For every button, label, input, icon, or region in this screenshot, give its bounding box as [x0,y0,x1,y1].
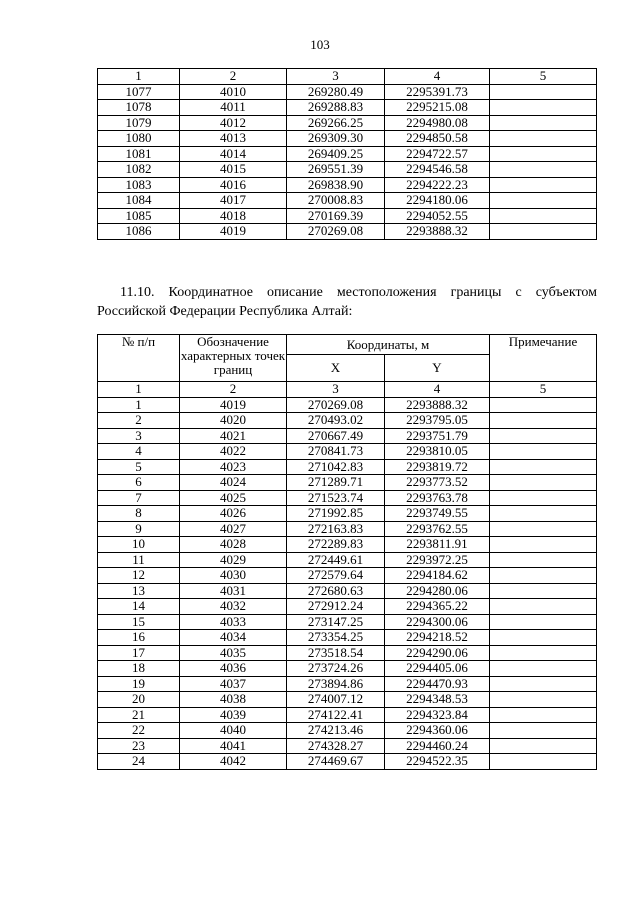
column-number-cell: 4 [385,382,490,398]
table-row [98,162,597,178]
table-cell: 2293888.32 [385,397,490,413]
table-cell: 272680.63 [287,583,385,599]
table-row [98,583,597,599]
table-cell: 13 [98,583,180,599]
table-row [98,84,597,100]
table-cell: 2294323.84 [385,707,490,723]
table-cell: 271523.74 [287,490,385,506]
table-cell: 4025 [180,490,287,506]
table-cell: 269409.25 [287,146,385,162]
table-cell: 273894.86 [287,676,385,692]
table-cell: 4018 [180,208,287,224]
table-cell [490,162,597,178]
table-cell: 273724.26 [287,661,385,677]
table-row [98,146,597,162]
table-cell: 2294222.23 [385,177,490,193]
table-row [98,707,597,723]
table-cell: 271289.71 [287,475,385,491]
column-number-cell: 1 [98,69,180,85]
table-cell: 2 [98,413,180,429]
table1-body [98,69,597,240]
table-cell: 12 [98,568,180,584]
table-cell: 1 [98,397,180,413]
table-cell: 19 [98,676,180,692]
table-cell: 10 [98,537,180,553]
table-cell [490,692,597,708]
column-number-cell: 5 [490,382,597,398]
table-cell [490,193,597,209]
table-cell [490,568,597,584]
table-cell: 4029 [180,552,287,568]
table-cell [490,723,597,739]
table-cell: 4031 [180,583,287,599]
table-cell: 1078 [98,100,180,116]
table-cell: 4036 [180,661,287,677]
table-cell [490,146,597,162]
table-cell [490,738,597,754]
table-cell: 1077 [98,84,180,100]
table-cell [490,177,597,193]
table-cell [490,131,597,147]
header-num: № п/п [98,335,180,382]
column-number-row [98,69,597,85]
table-cell: 2294280.06 [385,583,490,599]
table-cell [490,115,597,131]
table-cell: 4032 [180,599,287,615]
column-number-cell: 2 [180,69,287,85]
table-cell [490,552,597,568]
table-cell: 6 [98,475,180,491]
table-cell: 18 [98,661,180,677]
table-cell: 272912.24 [287,599,385,615]
header-x: X [287,355,385,382]
table-row [98,599,597,615]
table-row [98,131,597,147]
table-cell [490,537,597,553]
table-cell [490,661,597,677]
table-cell: 272579.64 [287,568,385,584]
table-cell: 7 [98,490,180,506]
table-cell: 2294184.62 [385,568,490,584]
table-cell: 4 [98,444,180,460]
table-cell: 4035 [180,645,287,661]
table-cell: 2294218.52 [385,630,490,646]
table-cell: 9 [98,521,180,537]
column-number-row [98,382,597,398]
table-row [98,115,597,131]
table-cell [490,397,597,413]
table-cell: 1079 [98,115,180,131]
table-cell: 271042.83 [287,459,385,475]
table-cell [490,490,597,506]
table-cell: 2294290.06 [385,645,490,661]
table-cell: 20 [98,692,180,708]
table-cell: 272289.83 [287,537,385,553]
header-designation: Обозначение характерных точек границ [180,335,287,382]
column-number-cell: 4 [385,69,490,85]
table-cell: 5 [98,459,180,475]
table-row [98,552,597,568]
table-cell: 269280.49 [287,84,385,100]
table-cell: 1086 [98,224,180,240]
table-cell: 4011 [180,100,287,116]
table-cell: 2294522.35 [385,754,490,770]
table-cell: 17 [98,645,180,661]
table-cell: 4012 [180,115,287,131]
table-cell: 2294980.08 [385,115,490,131]
table-cell: 2293888.32 [385,224,490,240]
section-paragraph: 11.10. Координатное описание местоположения границы с субъектом Российской Федерации Республика Алтай: [97,285,597,319]
table-cell: 274469.67 [287,754,385,770]
table-cell: 2294360.06 [385,723,490,739]
table-cell: 4042 [180,754,287,770]
table-cell: 4030 [180,568,287,584]
table-row [98,692,597,708]
table-cell [490,645,597,661]
table-cell: 1084 [98,193,180,209]
table-row [98,738,597,754]
table-cell: 4014 [180,146,287,162]
table-row [98,645,597,661]
table-cell: 2294546.58 [385,162,490,178]
table-row [98,676,597,692]
table-cell: 4038 [180,692,287,708]
table-cell: 16 [98,630,180,646]
table-cell: 4037 [180,676,287,692]
column-number-cell: 5 [490,69,597,85]
table-row [98,661,597,677]
table-cell: 270667.49 [287,428,385,444]
table-cell: 2293811.91 [385,537,490,553]
table-cell: 272163.83 [287,521,385,537]
table-cell [490,208,597,224]
table-cell: 1085 [98,208,180,224]
table-cell: 4034 [180,630,287,646]
table-cell: 270269.08 [287,397,385,413]
table-cell: 4040 [180,723,287,739]
table-cell [490,754,597,770]
table-cell: 4022 [180,444,287,460]
table-cell: 1080 [98,131,180,147]
table-cell: 11 [98,552,180,568]
table-cell: 2293810.05 [385,444,490,460]
table-cell: 4021 [180,428,287,444]
table-cell: 4027 [180,521,287,537]
table-cell: 4020 [180,413,287,429]
table-cell [490,413,597,429]
table-cell: 8 [98,506,180,522]
table-row [98,614,597,630]
coordinates-table-continued [97,68,597,240]
table-cell [490,599,597,615]
table-cell: 269309.30 [287,131,385,147]
table-cell: 2294052.55 [385,208,490,224]
table-cell: 1083 [98,177,180,193]
table-cell: 2294348.53 [385,692,490,708]
table-cell: 269838.90 [287,177,385,193]
table-cell: 2293763.78 [385,490,490,506]
table-row [98,413,597,429]
table-cell: 2293972.25 [385,552,490,568]
table-row [98,193,597,209]
table-cell: 14 [98,599,180,615]
header-y: Y [385,355,490,382]
table-cell: 22 [98,723,180,739]
table-row [98,754,597,770]
table-row [98,475,597,491]
page-number: 103 [310,37,330,52]
table-cell [490,521,597,537]
table-row [98,568,597,584]
table-cell: 2293819.72 [385,459,490,475]
table-row [98,521,597,537]
table-cell: 2293751.79 [385,428,490,444]
table-cell: 270841.73 [287,444,385,460]
table-cell [490,707,597,723]
table-row [98,537,597,553]
table-cell: 4017 [180,193,287,209]
table-cell: 273518.54 [287,645,385,661]
table-cell: 273147.25 [287,614,385,630]
table-cell: 269551.39 [287,162,385,178]
table-row [98,100,597,116]
table-cell: 4010 [180,84,287,100]
table-cell [490,224,597,240]
table-cell [490,676,597,692]
table-cell [490,444,597,460]
table-cell: 4016 [180,177,287,193]
table-cell: 270269.08 [287,224,385,240]
table-cell: 2295215.08 [385,100,490,116]
table-row [98,224,597,240]
table-cell: 271992.85 [287,506,385,522]
table-cell: 2294180.06 [385,193,490,209]
table-cell: 2294850.58 [385,131,490,147]
altai-border-coordinates-table [97,334,597,770]
column-number-cell: 2 [180,382,287,398]
table-row [98,490,597,506]
table-row [98,444,597,460]
table-row [98,208,597,224]
table-cell: 2295391.73 [385,84,490,100]
table-cell: 2294722.57 [385,146,490,162]
table-row [98,723,597,739]
table-cell [490,583,597,599]
table-cell: 4033 [180,614,287,630]
table-cell: 2293773.52 [385,475,490,491]
table-row [98,428,597,444]
table-cell: 4023 [180,459,287,475]
table-cell: 2294470.93 [385,676,490,692]
table-cell [490,630,597,646]
table-cell [490,84,597,100]
table-cell: 270169.39 [287,208,385,224]
table-cell: 4013 [180,131,287,147]
table-cell: 4019 [180,397,287,413]
table-cell: 4019 [180,224,287,240]
table-cell: 21 [98,707,180,723]
table-row [98,177,597,193]
table-cell: 4015 [180,162,287,178]
table-cell: 2294460.24 [385,738,490,754]
table-cell: 274122.41 [287,707,385,723]
table-cell [490,506,597,522]
table-cell: 1082 [98,162,180,178]
table-cell: 274213.46 [287,723,385,739]
table-cell: 4039 [180,707,287,723]
table-cell: 270008.83 [287,193,385,209]
table-cell: 269266.25 [287,115,385,131]
table-row [98,397,597,413]
table-cell: 272449.61 [287,552,385,568]
table-cell: 2294405.06 [385,661,490,677]
table-cell: 2294300.06 [385,614,490,630]
table-cell [490,475,597,491]
table-cell: 4024 [180,475,287,491]
table2-body [98,382,597,770]
table-cell [490,100,597,116]
table2-header [98,335,597,382]
table-cell [490,459,597,475]
table-cell: 274007.12 [287,692,385,708]
table-cell: 2293762.55 [385,521,490,537]
table-cell: 24 [98,754,180,770]
column-number-cell: 3 [287,382,385,398]
table-cell: 273354.25 [287,630,385,646]
header-note: Примечание [490,335,597,382]
table-cell: 4026 [180,506,287,522]
table-cell: 4041 [180,738,287,754]
table-cell: 274328.27 [287,738,385,754]
table-cell [490,428,597,444]
table-cell: 269288.83 [287,100,385,116]
header-coordinates: Координаты, м [287,335,490,355]
table-cell: 270493.02 [287,413,385,429]
table-cell: 15 [98,614,180,630]
table-cell: 23 [98,738,180,754]
table-cell: 4028 [180,537,287,553]
table-row [98,459,597,475]
table-row [98,630,597,646]
column-number-cell: 3 [287,69,385,85]
table-cell: 2293795.05 [385,413,490,429]
table-cell: 3 [98,428,180,444]
column-number-cell: 1 [98,382,180,398]
table-row [98,506,597,522]
table-cell: 2294365.22 [385,599,490,615]
table-cell [490,614,597,630]
table-cell: 2293749.55 [385,506,490,522]
table-cell: 1081 [98,146,180,162]
